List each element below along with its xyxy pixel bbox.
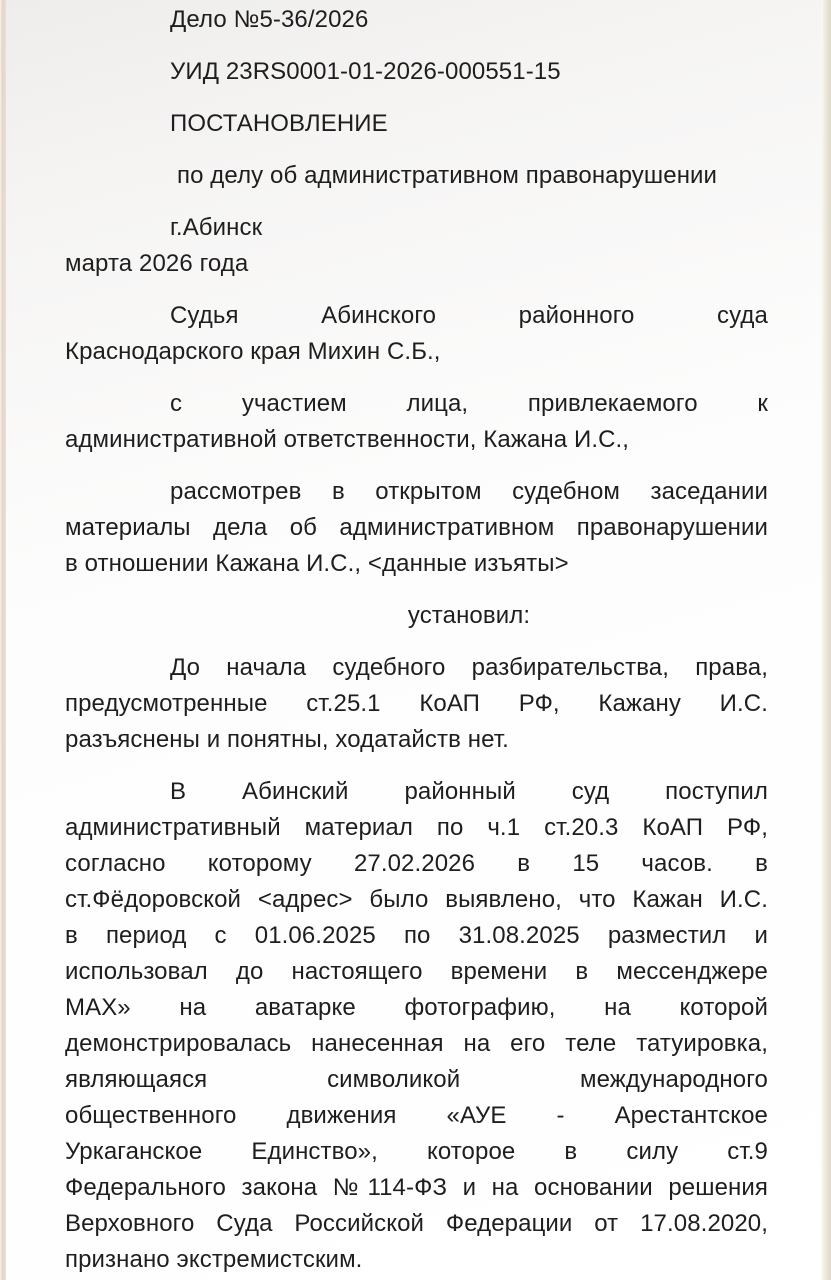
uid-line: УИД 23RS0001-01-2026-000551-15: [170, 58, 561, 85]
text-line: общественного движения «АУЕ - Арестантское: [65, 1102, 768, 1129]
page-left-edge: [0, 0, 6, 1280]
text-line: являющаяся символикой международного: [65, 1066, 768, 1093]
text-line: Верховного Суда Российской Федерации от 17.08.2020,: [65, 1210, 768, 1237]
text-line: разъяснены и понятны, ходатайств нет.: [65, 726, 509, 753]
text-line: административной ответственности, Кажана И.С.,: [65, 426, 630, 453]
text-line: предусмотренные ст.25.1 КоАП РФ, Кажану И.С.: [65, 690, 768, 717]
text-line: ст.Фёдоровской <адрес> было выявлено, что Кажан И.С.: [65, 886, 768, 913]
text-line: рассмотрев в открытом судебном заседании: [170, 478, 768, 505]
text-line: согласно которому 27.02.2026 в 15 часов. в: [65, 850, 768, 877]
title-line: ПОСТАНОВЛЕНИЕ: [170, 110, 388, 137]
case-number-line: Дело №5-36/2026: [170, 6, 369, 33]
page-right-edge: [821, 0, 831, 1280]
ustanovil-line: установил:: [407, 602, 531, 629]
facts-paragraph: [65, 774, 768, 1278]
subtitle-line: по делу об административном правонарушении: [177, 162, 718, 189]
date-line: марта 2026 года: [65, 250, 249, 277]
participant-paragraph: [65, 386, 768, 458]
text-line: Федерального закона №114-ФЗ и на основании решения: [65, 1174, 768, 1201]
text-line: демонстрировалась нанесенная на его теле татуировка,: [65, 1030, 768, 1057]
judge-paragraph: [65, 298, 768, 370]
text-line: использовал до настоящего времени в мессенджере: [65, 958, 768, 985]
case-number: [65, 2, 768, 38]
ustanovil-heading: [65, 598, 768, 634]
text-line: материалы дела об административном правонарушении: [65, 514, 768, 541]
text-line: в период с 01.06.2025 по 31.08.2025 разместил и: [65, 922, 768, 949]
place-date: [65, 210, 768, 282]
text-line: с участием лица, привлекаемого к: [170, 390, 768, 417]
uid: [65, 54, 768, 90]
text-line: До начала судебного разбирательства, права,: [170, 654, 768, 681]
text-line: Уркаганское Единство», которое в силу ст.9: [65, 1138, 768, 1165]
text-line: признано экстремистским.: [65, 1246, 363, 1273]
title: [65, 106, 768, 142]
text-line: административный материал по ч.1 ст.20.3 КоАП РФ,: [65, 814, 768, 841]
text-line: МАХ» на аватарке фотографию, на которой: [65, 994, 768, 1021]
subtitle: [65, 158, 768, 194]
place-line: г.Абинск: [170, 214, 263, 241]
document-content: [65, 2, 768, 1278]
text-line: Краснодарского края Михин С.Б.,: [65, 338, 441, 365]
text-line: в отношении Кажана И.С., <данные изъяты>: [65, 550, 569, 577]
hearing-paragraph: [65, 474, 768, 582]
rights-paragraph: [65, 650, 768, 758]
text-line: Судья Абинского районного суда: [170, 302, 768, 329]
text-line: В Абинский районный суд поступил: [170, 778, 768, 805]
